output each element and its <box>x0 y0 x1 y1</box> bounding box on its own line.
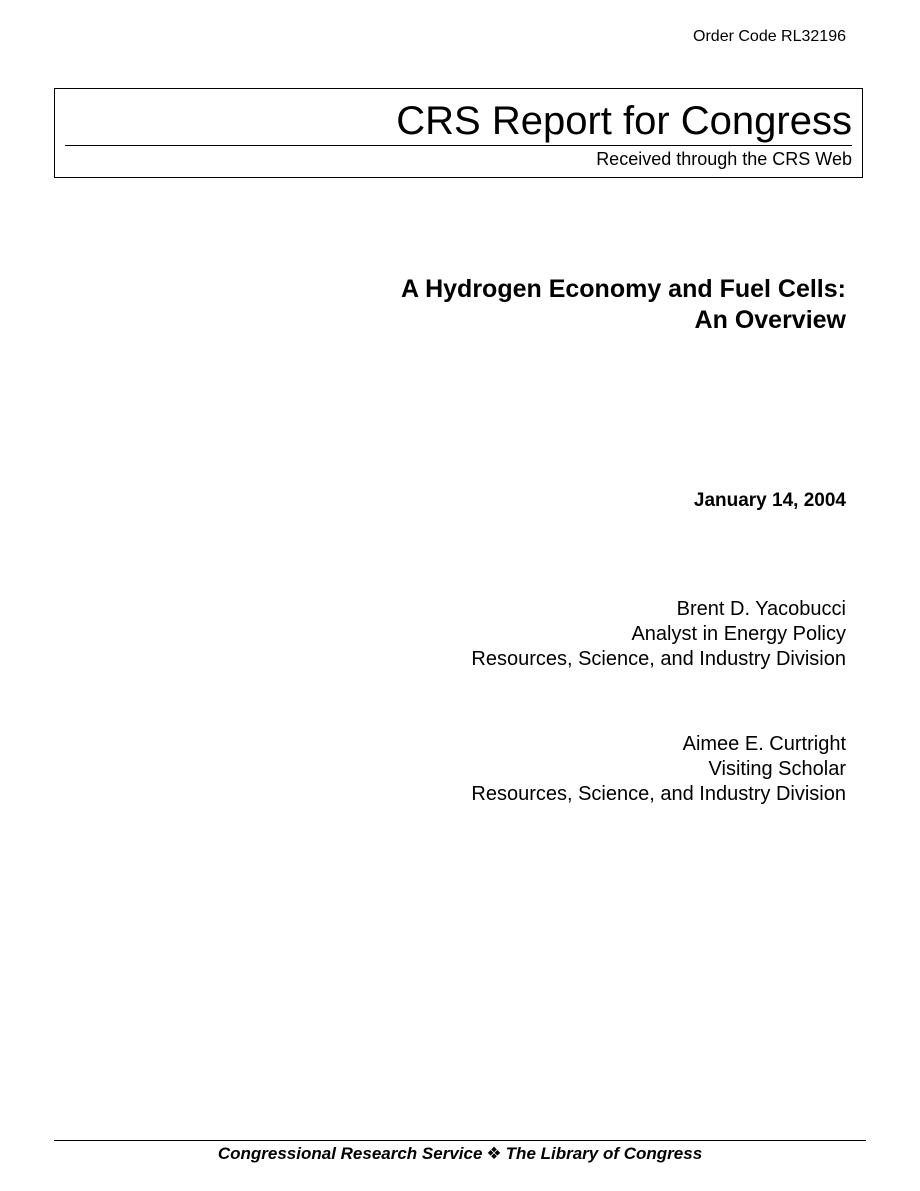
report-series-subtitle: Received through the CRS Web <box>596 149 852 169</box>
author-division: Resources, Science, and Industry Division <box>471 783 846 805</box>
order-code: Order Code RL32196 <box>693 28 846 45</box>
footer-organization: Congressional Research Service <box>217 1144 483 1163</box>
report-date: January 14, 2004 <box>693 490 846 511</box>
footer-library: The Library of Congress <box>505 1144 703 1163</box>
report-series-title: CRS Report for Congress <box>396 99 852 143</box>
author-name: Aimee E. Curtright <box>682 733 846 755</box>
author-division: Resources, Science, and Industry Division <box>471 648 846 670</box>
report-header-box <box>54 88 863 178</box>
author-position: Visiting Scholar <box>708 758 846 780</box>
author-block-2 <box>471 732 846 807</box>
author-position: Analyst in Energy Policy <box>631 623 846 645</box>
footer-divider <box>54 1140 866 1141</box>
report-title-line-1: A Hydrogen Economy and Fuel Cells: <box>401 275 846 303</box>
report-title <box>401 274 846 336</box>
author-block-1 <box>471 597 846 672</box>
author-name: Brent D. Yacobucci <box>676 598 846 620</box>
header-divider <box>65 145 852 146</box>
report-title-line-2: An Overview <box>694 306 846 334</box>
diamond-separator-icon: ❖ <box>486 1144 502 1163</box>
footer <box>0 1144 920 1164</box>
